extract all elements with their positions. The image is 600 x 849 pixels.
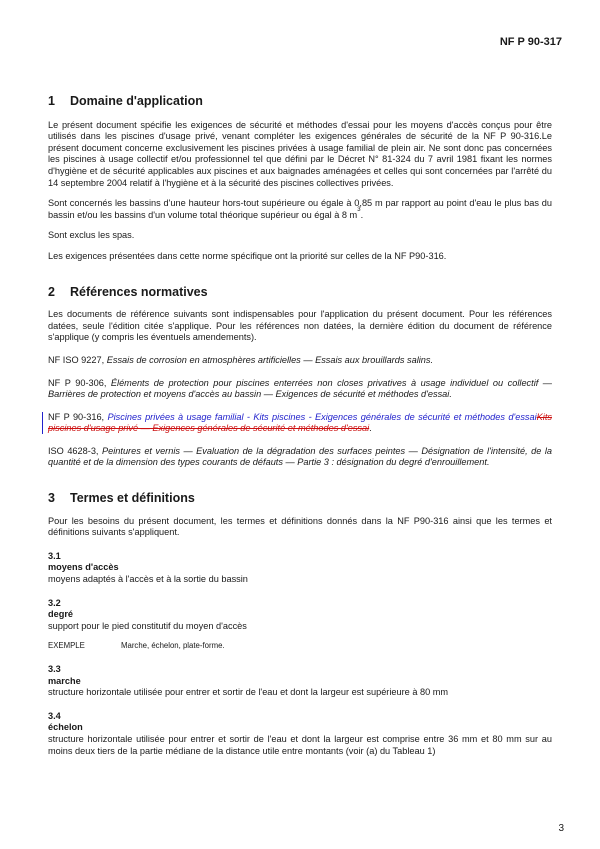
term-entry bbox=[48, 598, 552, 652]
reference-item: ISO 4628-3, Peintures et vernis — Evaluation de la dégradation des surfaces peintes — Désignation de l'intensité, de la quantité et de la dimension des types courants de défauts — Partie 3 : désignation du degré d'enrouillement. bbox=[48, 445, 552, 468]
term-entry bbox=[48, 711, 552, 757]
section-title: Domaine d'application bbox=[70, 94, 203, 108]
section-3-heading bbox=[48, 493, 552, 505]
term-name: marche bbox=[48, 675, 81, 686]
term-definition: support pour le pied constitutif du moyen d'accès bbox=[48, 620, 247, 631]
scope-basins-paragraph: Sont concernés les bassins d'une hauteur hors-tout supérieure ou égale à 0,85 m par rapport au point d'eau le plus bas du bassin et/ou les bassins d'un volume total théorique supérieur ou égal à 8 $m^3$. bbox=[48, 198, 552, 220]
section-1-heading bbox=[48, 96, 552, 108]
term-definition: moyens adaptés à l'accès et à la sortie du bassin bbox=[48, 574, 248, 585]
references-intro: Les documents de référence suivants sont indispensables pour l'application du présent document. Pour les références datées, seule l'édition citée s'applique. Pour les références non datées, la dernière édition du document de référence s'applique (y compris les éventuels amendements). bbox=[48, 309, 552, 343]
section-title: Références normatives bbox=[70, 284, 208, 299]
term-entry bbox=[48, 664, 552, 699]
term-entry bbox=[48, 551, 552, 586]
scope-priority-paragraph: Les exigences présentées dans cette norme spécifique ont la priorité sur celles de la NF P90-316. bbox=[48, 250, 447, 261]
scope-exclusion-paragraph: Sont exclus les spas. bbox=[48, 230, 135, 241]
definitions-intro: Pour les besoins du présent document, les termes et définitions donnés dans la NF P90-316 ainsi que les termes et définitions suivants s'appliquent. bbox=[48, 515, 552, 538]
example-text: Marche, échelon, plate-forme. bbox=[121, 641, 225, 651]
reference-item-revised: NF P 90-316, Piscines privées à usage familial - Kits piscines - Exigences générales de sécurité et méthodes d'essaiKits piscines d'usage privé — Exigences générales de sécurité et méthodes d'essai. bbox=[48, 412, 552, 435]
term-definition: structure horizontale utilisée pour entrer et sortir de l'eau et dont la largeur est comprise entre 36 mm et 80 mm sur au moins deux tiers de la partie médiane de la distance utile entre montants (voir (a) du Tableau 1) bbox=[48, 733, 552, 756]
section-2-heading bbox=[48, 284, 552, 299]
deleted-text: Kits piscines d'usage privé — Exigences générales de sécurité et méthodes d'essai bbox=[48, 411, 552, 434]
scope-paragraph: Le présent document spécifie les exigences de sécurité et méthodes d'essai pour les moyens d'accès conçus pour être utilisés dans les piscines d'usage privé, venant compléter les exigences générales de sécurité de la NF P 90-316.Le présent document concerne exclusivement les piscines privées à usage familial de plein air. Ne sont donc pas concernées les piscines à usage collectif et/ou professionnel tel que défini par le Décret N° 81-324 du 7 avril 1981 fixant les normes d'hygiène et de sécurité applicables aux piscines et aux baignades aménagées et celles qui sont concernées par l'arrêté du 14 septembre 2004 relatif à l'hygiène et à la sécurité des piscines collectives privées. bbox=[48, 119, 552, 188]
term-name: degré bbox=[48, 609, 74, 620]
example-note bbox=[48, 640, 552, 652]
term-definition: structure horizontale utilisée pour entrer et sortir de l'eau et dont la largeur est supérieure à 80 mm bbox=[48, 687, 449, 698]
section-title: Termes et définitions bbox=[70, 491, 195, 506]
term-number: 3.1 bbox=[48, 550, 61, 561]
document-code: NF P 90-317 bbox=[499, 36, 562, 48]
term-number: 3.3 bbox=[48, 664, 61, 674]
term-name: échelon bbox=[48, 722, 83, 733]
term-number: 3.4 bbox=[48, 710, 61, 721]
reference-item: NF P 90-306, Éléments de protection pour piscines enterrées non closes privatives à usage individuel ou collectif — Barrières de protection et moyens d'accès au bassin — Exigences de sécurité et méthodes d'essai. bbox=[48, 377, 552, 400]
section-number: 3 bbox=[48, 491, 55, 506]
term-name: moyens d'accès bbox=[48, 562, 119, 573]
page-number: 3 bbox=[558, 823, 564, 834]
section-number: 1 bbox=[48, 94, 55, 108]
term-number: 3.2 bbox=[48, 597, 61, 608]
example-label: EXEMPLE bbox=[48, 641, 85, 651]
inserted-text: Piscines privées à usage familial - Kits piscines - Exigences générales de sécurité et méthodes d'essai bbox=[107, 411, 537, 422]
document-body bbox=[48, 96, 552, 757]
reference-item: NF ISO 9227, Essais de corrosion en atmosphères artificielles — Essais aux brouillards salins. bbox=[48, 354, 434, 365]
change-bar bbox=[42, 412, 43, 434]
section-number: 2 bbox=[48, 284, 55, 299]
